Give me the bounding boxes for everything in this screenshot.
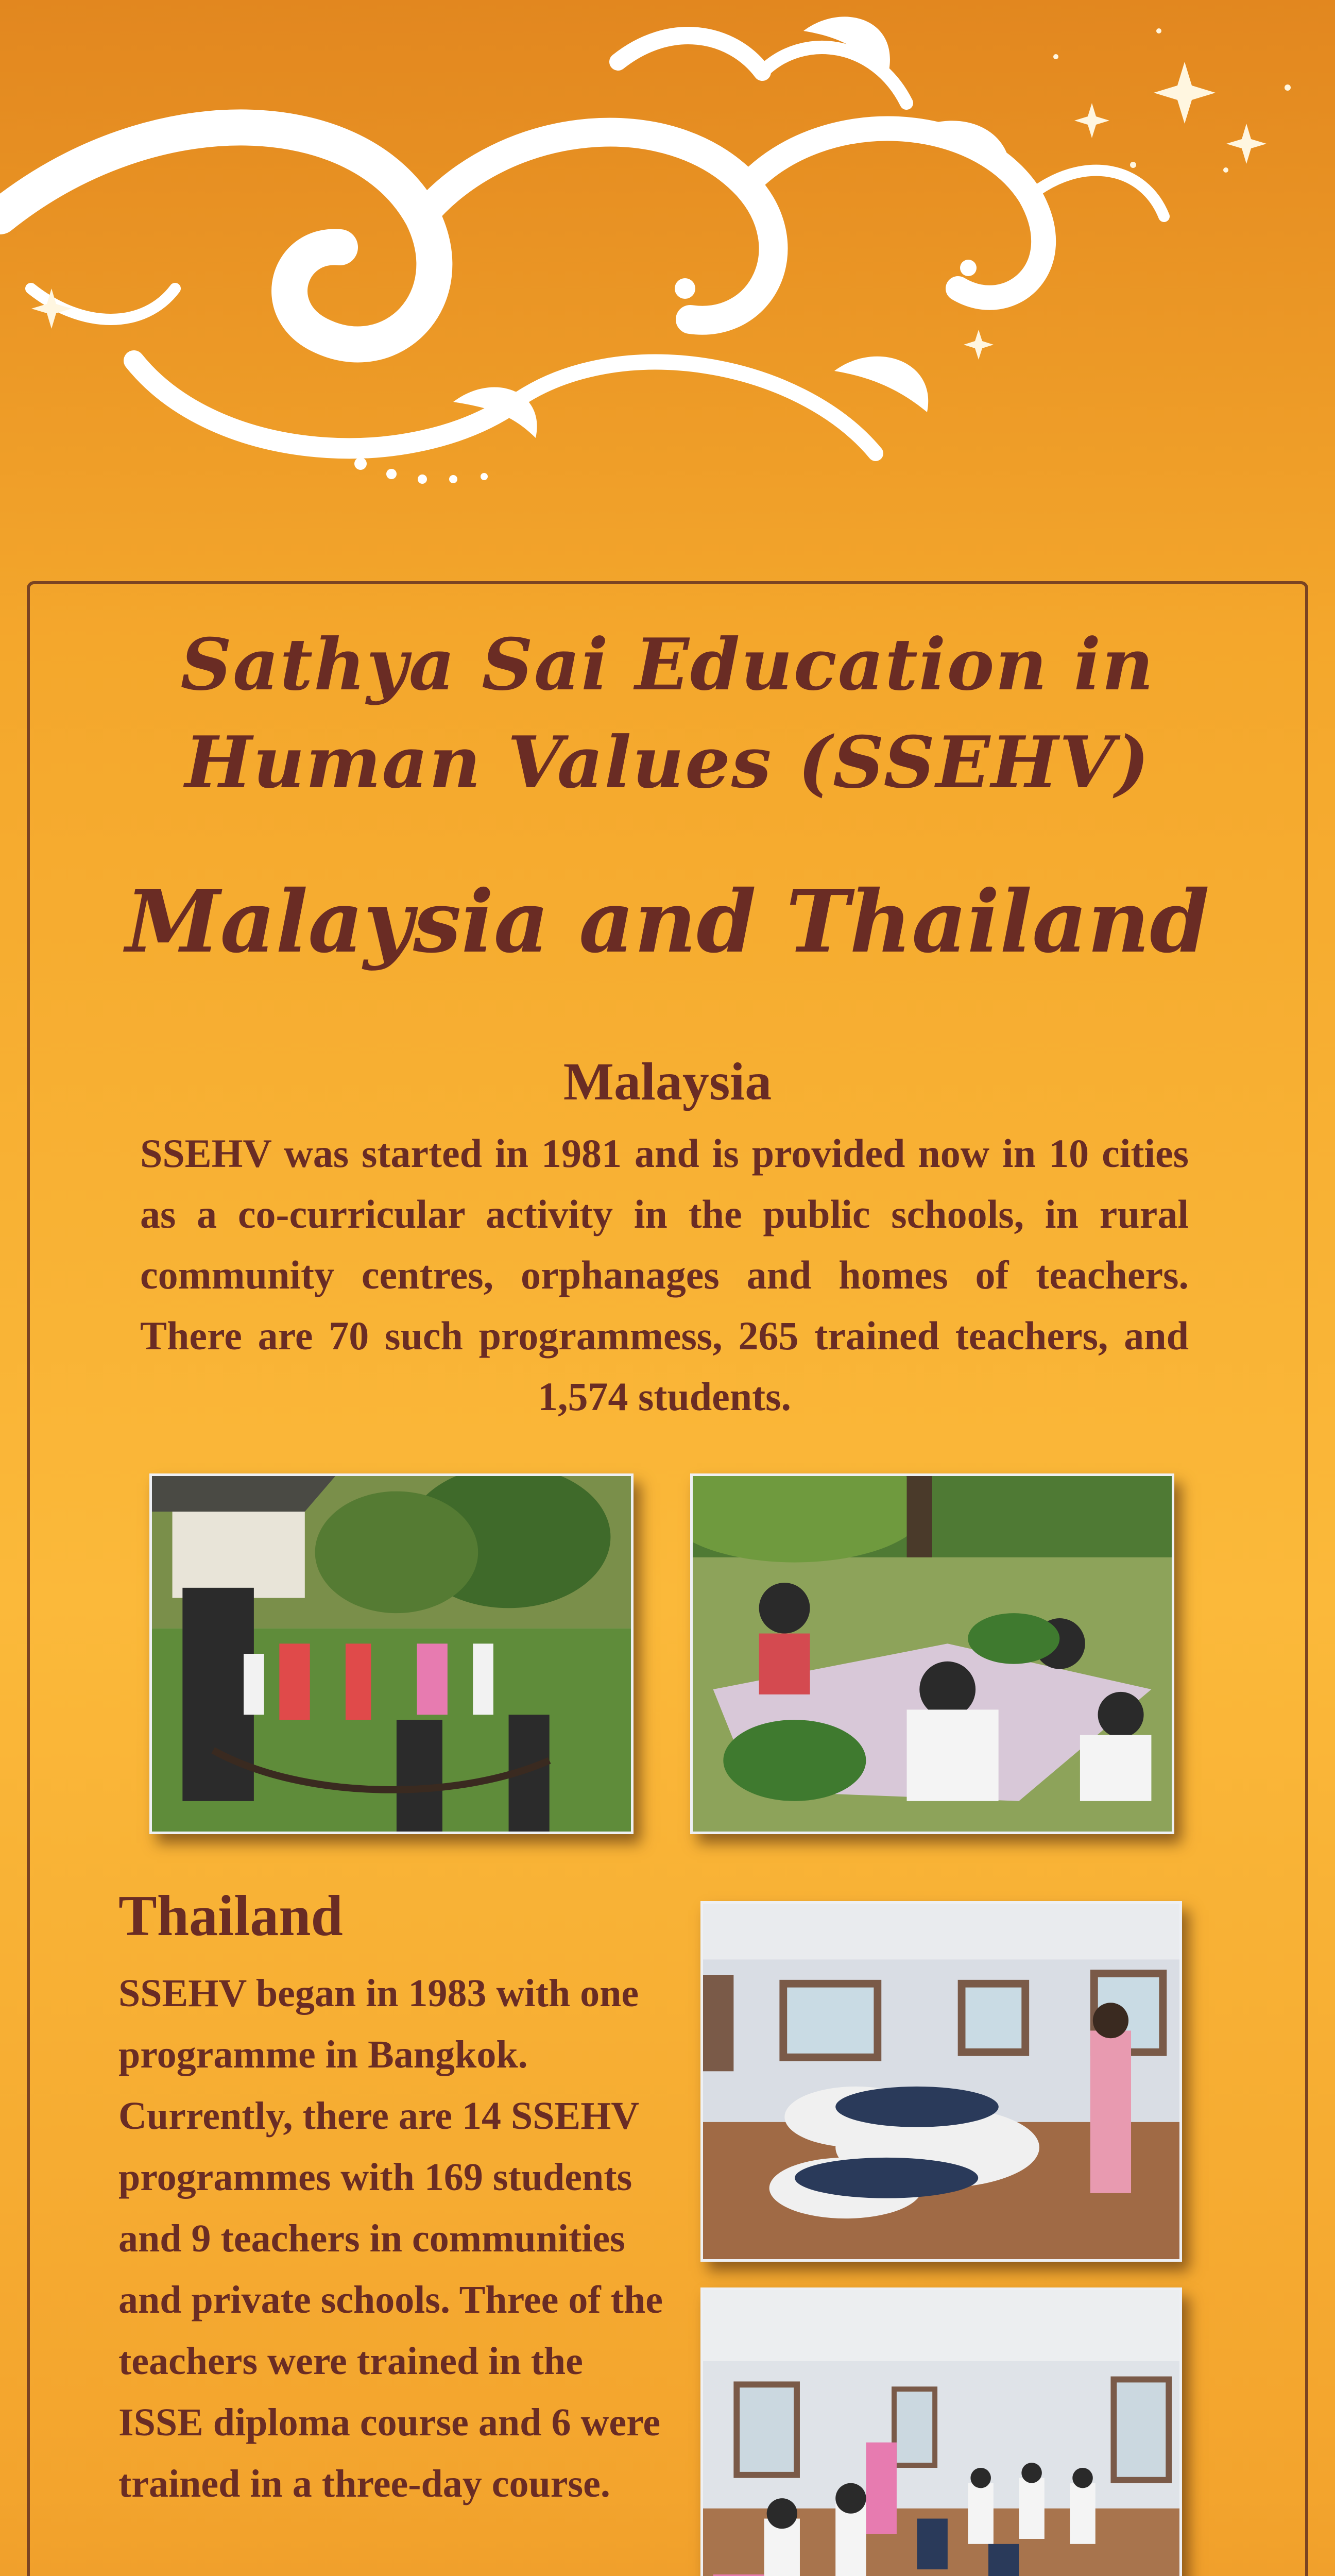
- page-title: [0, 616, 1335, 811]
- malaysia-heading: Malaysia: [563, 1052, 772, 1111]
- thailand-photo-classroom-seated: [700, 1901, 1182, 2262]
- thailand-photo-classroom-activity: [700, 2287, 1182, 2576]
- thailand-heading: Thailand: [118, 1884, 343, 1948]
- malaysia-paragraph: SSEHV was started in 1981 and is provided now in 10 cities as a co-curricular activity in the public schools, in rural community centres, orphanages and homes of teachers. There are 70 such programmess, 265 trained teachers, and 1,574 students.: [140, 1131, 1189, 1419]
- page-subtitle: Malaysia and Thailand: [125, 872, 1210, 972]
- title-line-1: Sathya Sai Education in: [180, 622, 1155, 706]
- title-line-2: Human Values (SSEHV): [184, 720, 1151, 804]
- top-floral-swirl: [0, 0, 1335, 546]
- malaysia-photo-picnic: [690, 1473, 1174, 1834]
- malaysia-photo-circle-game: [149, 1473, 634, 1834]
- thailand-paragraph: SSEHV began in 1983 with one programme in Bangkok. Currently, there are 14 SSEHV programmes with 169 students and 9 teachers in communities and private schools. Three of the teachers were trained in the ISSE diploma course and 6 were trained in a three-day course.: [118, 1972, 663, 2505]
